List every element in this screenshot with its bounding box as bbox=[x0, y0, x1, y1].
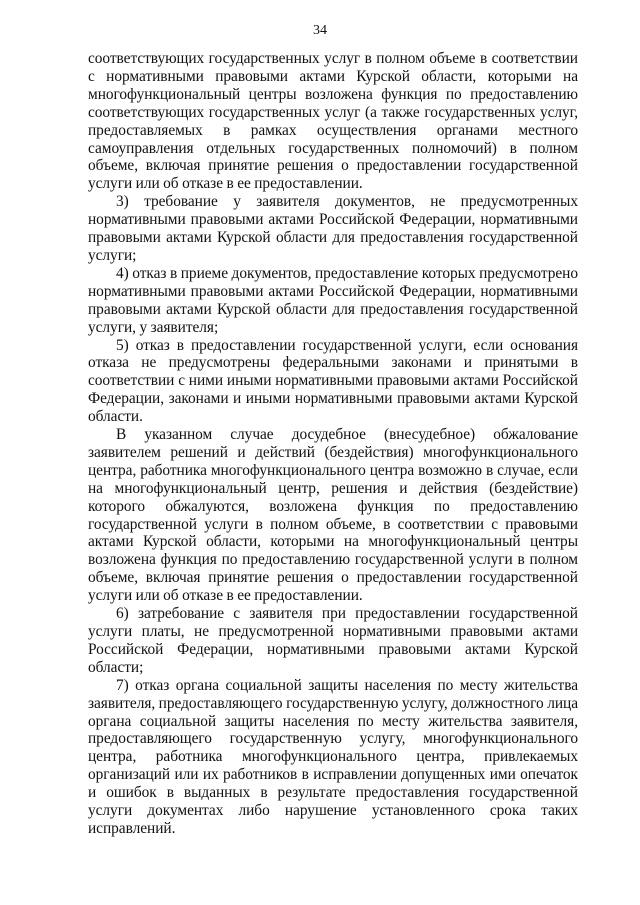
paragraph-appeal-note: В указанном случае досудебное (внесудебное) обжалование заявителем решений и действий (бездействия) многофункционального центра, работника многофункционального центра возможно в случае, если на многофункциональный центр, решения и действия (бездействие) которого обжалуются, возложена функция по предоставлению государственной услуги в полном объеме, в соответствии с правовыми актами Курской области, которыми на многофункциональный центры возложена функция по предоставлению государственной услуги в полном объеме, включая принятие решения о предоставлении государственной услуги или об отказе в ее предоставлении. bbox=[88, 426, 578, 605]
paragraph-continuation: соответствующих государственных услуг в полном объеме в соответствии с нормативными правовыми актами Курской области, которыми на многофункциональный центры возложена функция по предоставлению соответствующих государственных услуг (а также государственных услуг, предоставляемых в рамках осуществления органами местного самоуправления отдельных государственных полномочий) в полном объеме, включая принятие решения о предоставлении государственной услуги или об отказе в ее предоставлении. bbox=[88, 50, 578, 193]
paragraph-item-7: 7) отказ органа социальной защиты населения по месту жительства заявителя, предоставляющего государственную услугу, должностного лица органа социальной защиты населения по месту жительства заявителя, предоставляющего государственную услугу, многофункционального центра, работника многофункционального центра, привлекаемых организаций или их работников в исправлении допущенных ими опечаток и ошибок в выданных в результате предоставления государственной услуги документах либо нарушение установленного срока таких исправлений. bbox=[88, 676, 578, 837]
paragraph-item-5: 5) отказ в предоставлении государственной услуги, если основания отказа не предусмотрены федеральными законами и принятыми в соответствии с ними иными нормативными правовыми актами Российской Федерации, законами и иными нормативными правовыми актами Курской области. bbox=[88, 336, 578, 426]
page-number: 34 bbox=[313, 23, 327, 38]
document-body bbox=[88, 50, 578, 838]
paragraph-item-4: 4) отказ в приеме документов, предоставление которых предусмотрено нормативными правовыми актами Российской Федерации, нормативными правовыми актами Курской области для предоставления государственной услуги, у заявителя; bbox=[88, 264, 578, 336]
paragraph-item-3: 3) требование у заявителя документов, не предусмотренных нормативными правовыми актами Российской Федерации, нормативными правовыми актами Курской области для предоставления государственной услуги; bbox=[88, 193, 578, 264]
paragraph-item-6: 6) затребование с заявителя при предоставлении государственной услуги платы, не предусмотренной нормативными правовыми актами Российской Федерации, нормативными правовыми актами Курской области; bbox=[88, 605, 578, 676]
